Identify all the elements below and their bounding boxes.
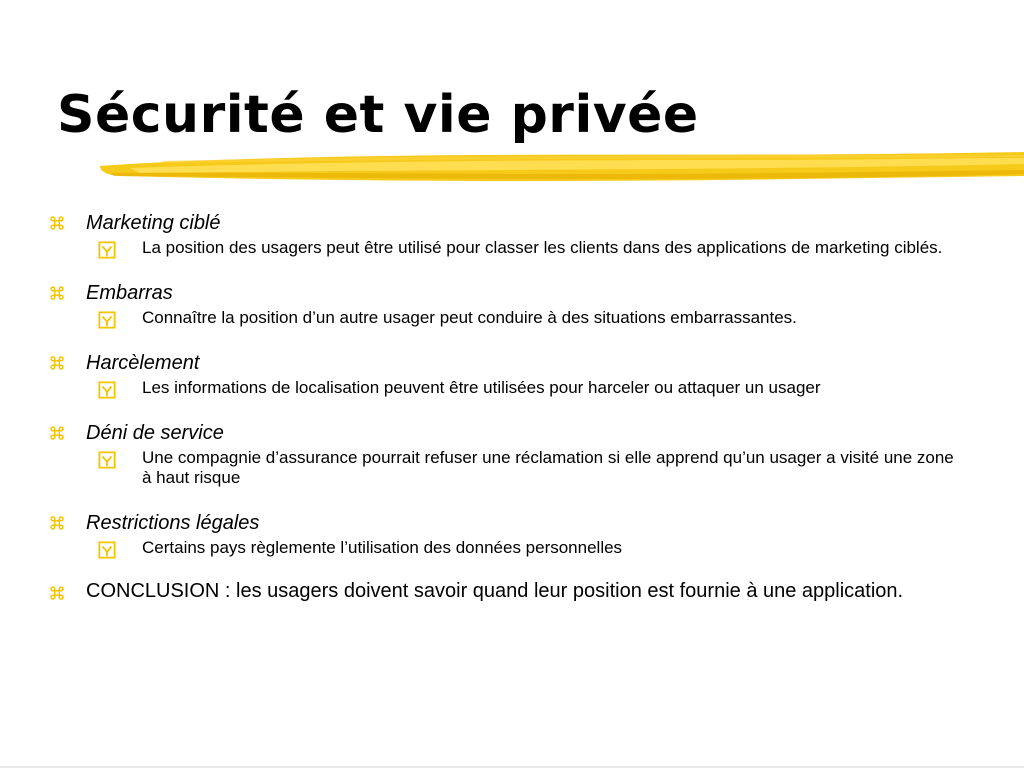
item-label: Restrictions légales bbox=[86, 512, 260, 534]
item-label: Embarras bbox=[86, 282, 173, 304]
yellow-brush-stroke bbox=[100, 146, 1024, 188]
checkbox-icon bbox=[98, 451, 116, 469]
sub-item-text: La position des usagers peut être utilisé pour classer les clients dans des applications de marketing ciblés. bbox=[142, 238, 943, 257]
list-item bbox=[48, 510, 968, 558]
sub-list-item bbox=[98, 308, 968, 328]
checkbox-icon bbox=[98, 311, 116, 329]
list-item bbox=[48, 280, 968, 328]
item-label: Harcèlement bbox=[86, 352, 200, 374]
list-item bbox=[48, 420, 968, 488]
conclusion-text: CONCLUSION : les usagers doivent savoir quand leur position est fournie à une application. bbox=[86, 580, 904, 602]
command-symbol-icon bbox=[48, 424, 66, 442]
item-label: Déni de service bbox=[86, 422, 224, 444]
list-item bbox=[48, 580, 968, 603]
item-label: Marketing ciblé bbox=[86, 212, 221, 234]
command-symbol-icon bbox=[48, 214, 66, 232]
bullet-list bbox=[48, 210, 968, 603]
slide-title: Sécurité et vie privée bbox=[57, 85, 699, 145]
sub-item-text: Une compagnie d’assurance pourrait refuser une réclamation si elle apprend qu’un usager a visité une zone à haut risque bbox=[142, 448, 954, 487]
sub-item-text: Connaître la position d’un autre usager peut conduire à des situations embarrassantes. bbox=[142, 308, 797, 327]
sub-list-item bbox=[98, 538, 968, 558]
sub-item-text: Les informations de localisation peuvent être utilisées pour harceler ou attaquer un usager bbox=[142, 378, 821, 397]
sub-list-item bbox=[98, 238, 968, 258]
command-symbol-icon bbox=[48, 514, 66, 532]
command-symbol-icon bbox=[48, 584, 66, 602]
checkbox-icon bbox=[98, 541, 116, 559]
command-symbol-icon bbox=[48, 354, 66, 372]
sub-item-text: Certains pays règlemente l’utilisation des données personnelles bbox=[142, 538, 623, 557]
command-symbol-icon bbox=[48, 284, 66, 302]
checkbox-icon bbox=[98, 241, 116, 259]
checkbox-icon bbox=[98, 381, 116, 399]
sub-list-item bbox=[98, 448, 968, 488]
list-item bbox=[48, 350, 968, 398]
list-item bbox=[48, 210, 968, 258]
sub-list-item bbox=[98, 378, 968, 398]
